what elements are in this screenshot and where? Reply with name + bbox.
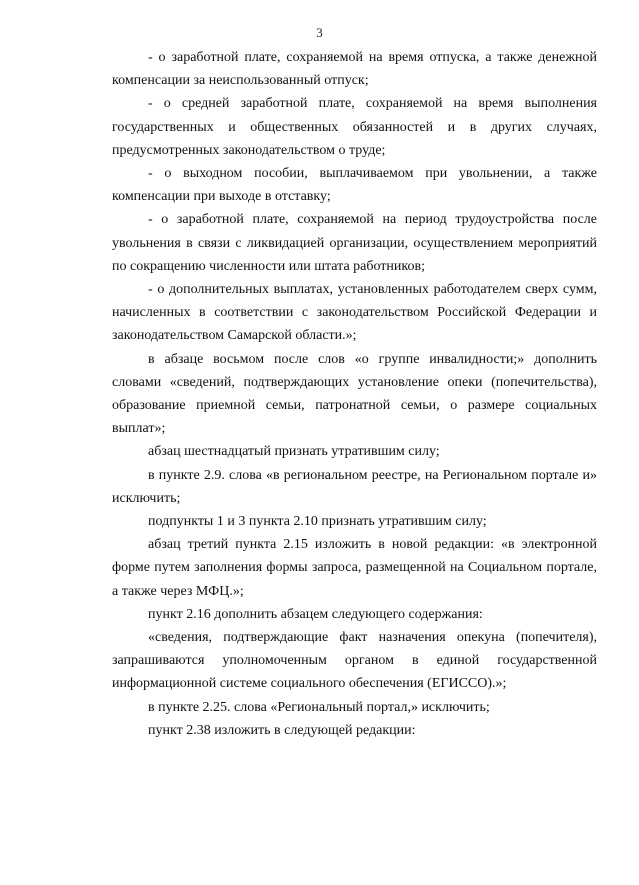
paragraph-point-2-15: абзац третий пункта 2.15 изложить в новой редакции: «в электронной форме путем заполнения формы запроса, размещенной на Социальном портале, а также через МФЦ.»;	[112, 537, 597, 599]
paragraph-point-2-9: в пункте 2.9. слова «в региональном реестре, на Региональном портале и» исключить;	[112, 467, 597, 506]
paragraph-severance-pay: - о выходном пособии, выплачиваемом при увольнении, а также компенсации при выходе в отставку;	[112, 166, 597, 205]
paragraph-point-2-16: пункт 2.16 дополнить абзацем следующего содержания:	[148, 606, 483, 622]
paragraph-average-salary: - о средней заработной плате, сохраняемой на время выполнения государственных и общественных обязанностей и в других случаях, предусмотренных законодательством о труде;	[112, 96, 597, 158]
paragraph-point-2-10: подпункты 1 и 3 пункта 2.10 признать утратившим силу;	[148, 514, 487, 530]
paragraph-point-2-38: пункт 2.38 изложить в следующей редакции:	[148, 722, 416, 738]
paragraph-abzac-eight: в абзаце восьмом после слов «о группе инвалидности;» дополнить словами «сведений, подтверждающих установление опеки (попечительства), образование приемной семьи, патронатной семьи, о размере социальных выплат»;	[112, 351, 597, 437]
paragraph-salary-reemployment: - о заработной плате, сохраняемой на период трудоустройства после увольнения в связи с ликвидацией организации, осуществлением мероприятий по сокращению численности или штата работников;	[112, 212, 597, 274]
paragraph-additional-payments: - о дополнительных выплатах, установленных работодателем сверх сумм, начисленных в соответствии с законодательством Российской Федерации и законодательством Самарской области.»;	[112, 282, 597, 344]
document-body	[112, 46, 597, 742]
paragraph-guardian-info: «сведения, подтверждающие факт назначения опекуна (попечителя), запрашиваются уполномоченным органом в единой государственной информационной системе социального обеспечения (ЕГИССО).»;	[112, 630, 597, 692]
page-number: 3	[316, 25, 323, 40]
paragraph-abzac-sixteen: абзац шестнадцатый признать утратившим силу;	[148, 444, 440, 460]
paragraph-salary-vacation: - о заработной плате, сохраняемой на время отпуска, а также денежной компенсации за неиспользованный отпуск;	[112, 50, 597, 89]
paragraph-point-2-25: в пункте 2.25. слова «Региональный портал,» исключить;	[148, 699, 490, 715]
